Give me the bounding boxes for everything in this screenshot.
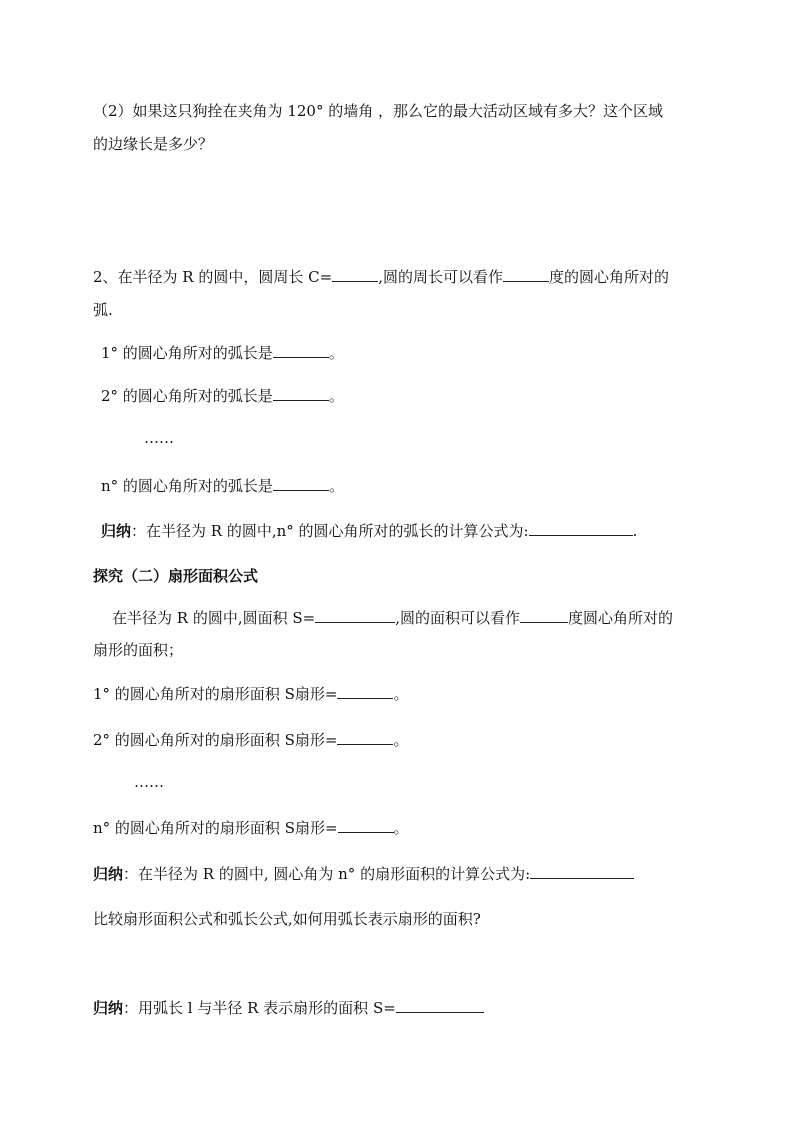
arc-formula-blank[interactable] [529,521,633,536]
sector-n-text: n° 的圆心角所对的扇形面积 S扇形= [93,819,338,837]
arc-2-text: 2° 的圆心角所对的弧长是 [101,387,273,405]
arc-2-degree [101,386,344,406]
arc-n-degree [101,476,344,496]
explore-2-line-2: 扇形的面积； [93,641,184,659]
sector-formula-blank[interactable] [530,864,634,879]
degree-blank[interactable] [503,267,549,282]
sector-2-blank[interactable] [337,730,393,745]
arc-2-blank[interactable] [273,386,329,401]
arc-2-period: 。 [328,387,344,405]
sector-summary-label: 归纳 [93,865,124,883]
explore-2-text-a: 在半径为 R 的圆中,圆面积 S= [112,609,316,627]
sector-2-degree [93,730,408,750]
arc-1-degree [101,343,344,363]
sector-1-text: 1° 的圆心角所对的扇形面积 S扇形= [93,685,338,703]
circumference-blank[interactable] [332,267,378,282]
arc-summary-label: 归纳 [101,522,132,540]
sector-n-period: 。 [393,819,409,837]
arc-n-period: 。 [328,477,344,495]
sector-n-blank[interactable] [338,818,394,833]
arc-summary-end: . [632,522,638,540]
section-2-line-1 [93,267,669,287]
sector-1-degree [93,684,408,704]
ellipsis-1: …… [144,429,174,447]
compare-question: 比较扇形面积公式和弧长公式,如何用弧长表示扇形的面积? [93,910,481,928]
arc-1-text: 1° 的圆心角所对的弧长是 [101,344,273,362]
explore-2-text-b: ,圆的面积可以看作 [395,609,520,627]
arc-summary-text: ：在半径为 R 的圆中,n° 的圆心角所对的弧长的计算公式为: [131,522,529,540]
section-2-text-a: 2、在半径为 R 的圆中，圆周长 C= [93,268,333,286]
question-2-line-1: （2）如果这只狗拴在夹角为 120° 的墙角 ，那么它的最大活动区域有多大？这个区域 [93,102,663,120]
arc-area-summary-text: ：用弧长 l 与半径 R 表示扇形的面积 S= [123,999,396,1017]
ellipsis-2: …… [134,773,164,791]
explore-2-line-1 [112,608,673,628]
arc-area-summary [93,998,484,1018]
section-2-text-b: ,圆的周长可以看作 [378,268,503,286]
question-2-line-2: 的边缘长是多少？ [93,135,214,153]
sector-2-period: 。 [393,731,409,749]
sector-1-blank[interactable] [337,684,393,699]
section-2-text-c: 度的圆心角所对的 [548,268,669,286]
sector-n-degree [93,818,409,838]
arc-n-blank[interactable] [273,476,329,491]
area-degree-blank[interactable] [520,608,568,623]
sector-summary-text: ：在半径为 R 的圆中, 圆心角为 n° 的扇形面积的计算公式为: [123,865,531,883]
arc-area-summary-label: 归纳 [93,999,124,1017]
area-blank[interactable] [315,608,395,623]
arc-1-blank[interactable] [273,343,329,358]
arc-n-text: n° 的圆心角所对的弧长是 [101,477,273,495]
arc-1-period: 。 [328,344,344,362]
explore-2-text-c: 度圆心角所对的 [568,609,674,627]
sector-2-text: 2° 的圆心角所对的扇形面积 S扇形= [93,731,338,749]
arc-area-blank[interactable] [396,998,484,1013]
sector-summary [93,864,634,884]
sector-1-period: 。 [393,685,409,703]
arc-summary [101,521,637,541]
section-2-line-2: 弧. [93,301,113,319]
explore-2-title: 探究（二）扇形面积公式 [93,567,259,585]
